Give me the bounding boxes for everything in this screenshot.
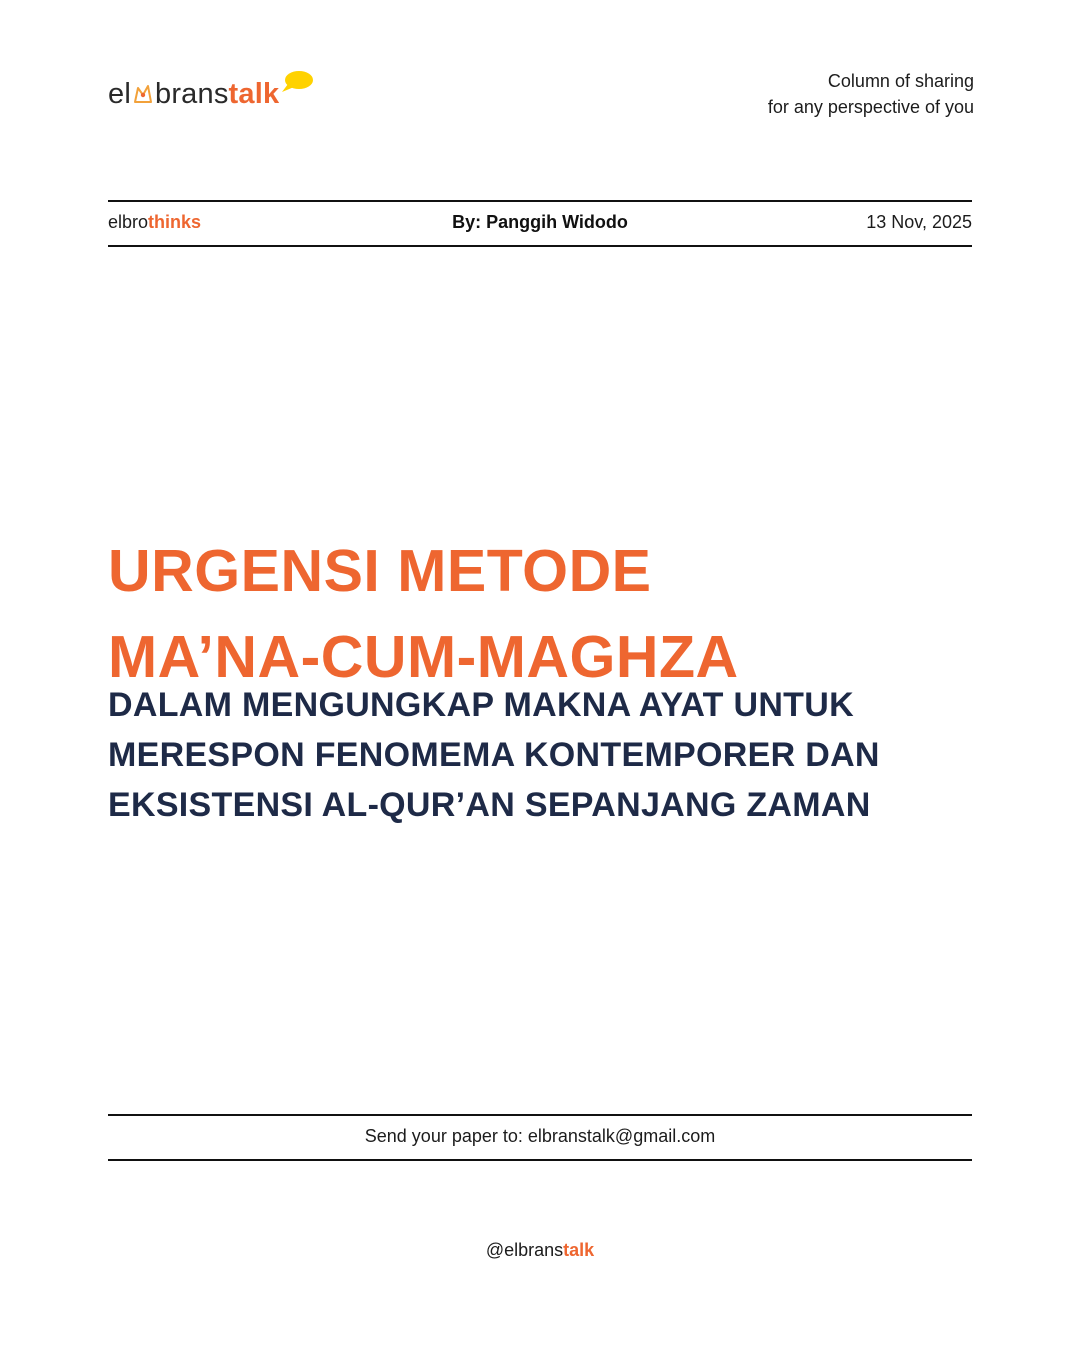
handle-suffix: talk [563, 1240, 595, 1260]
brand-logo [108, 70, 328, 112]
article-title [108, 528, 988, 700]
logo-suffix: talk [228, 78, 280, 110]
logo-mark-icon [132, 82, 154, 106]
title-line-1: URGENSI METODE [108, 538, 652, 604]
subtitle-line-3: EKSISTENSI AL-QUR’AN SEPANJANG ZAMAN [108, 786, 871, 824]
logo-wordmark [108, 78, 279, 111]
submission-note: Send your paper to: elbranstalk@gmail.com [364, 1126, 716, 1146]
section-prefix: elbro [108, 212, 149, 232]
publish-date: 13 Nov, 2025 [866, 212, 972, 232]
tagline-line-1: Column of sharing [827, 71, 974, 91]
logo-prefix: el [108, 78, 131, 110]
social-handle [0, 1240, 1080, 1261]
section-suffix: thinks [148, 212, 202, 232]
logo-middle: brans [154, 78, 229, 110]
speech-bubble-icon [280, 70, 314, 94]
author-byline: By: Panggih Widodo [452, 212, 628, 232]
handle-prefix: @elbrans [485, 1240, 564, 1260]
section-label [108, 212, 201, 233]
meta-bottom-divider [108, 245, 972, 247]
subtitle-line-1: DALAM MENGUNGKAP MAKNA AYAT UNTUK [108, 686, 854, 724]
footer-bottom-divider [108, 1159, 972, 1161]
article-subtitle [108, 680, 988, 830]
tagline-line-2: for any perspective of you [767, 97, 974, 117]
title-line-2: MA’NA-CUM-MAGHZA [108, 624, 739, 690]
tagline [768, 68, 974, 120]
footer-top-divider [108, 1114, 972, 1116]
subtitle-line-2: MERESPON FENOMEMA KONTEMPORER DAN [108, 736, 880, 774]
top-divider [108, 200, 972, 202]
meta-row [108, 212, 972, 238]
